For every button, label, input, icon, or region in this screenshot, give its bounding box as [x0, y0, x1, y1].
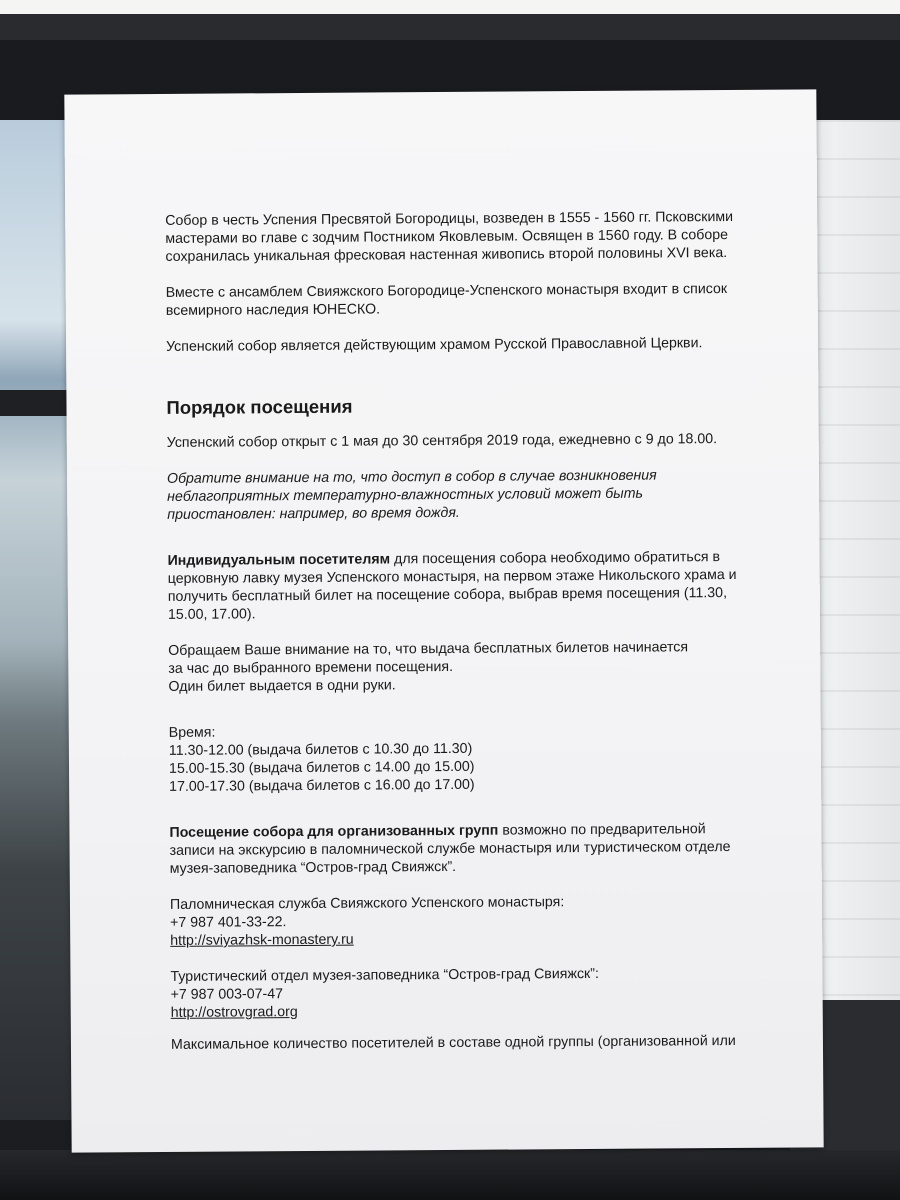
tickets-note: Обращаем Ваше внимание на то, что выдача бесплатных билетов начинается за час до выбранного времени посещения. Один билет выдается в одни руки.	[168, 639, 689, 695]
individual-visitors-paragraph: Индивидуальным посетителям для посещения собора необходимо обратиться в церковную лавку музея Успенского монастыря, на первом этаже Никольского храма и получить бесплатный билет на посещение собора, выбрав время посещения (11.30, 15.00, 17.00).	[167, 549, 737, 623]
time-slot: 15.00-15.30 (выдача билетов с 14.00 до 15.00)	[168, 758, 475, 777]
time-slot: 17.00-17.30 (выдача билетов с 16.00 до 17.00)	[169, 776, 475, 795]
window-frame-bottom	[0, 1150, 900, 1200]
church-paragraph: Успенский собор является действующим храмом Русской Православной Церкви.	[166, 335, 703, 355]
tourist-office-link[interactable]: http://ostrovgrad.org	[170, 1004, 298, 1021]
groups-paragraph: Посещение собора для организованных групп возможно по предварительной записи на экскурсию в паломнической службе монастыря или туристическом отделе музея-заповедника “Остров-град Свияжск”.	[169, 821, 731, 877]
time-schedule	[169, 720, 769, 796]
groups-bold: Посещение собора для организованных групп	[169, 822, 499, 841]
time-label: Время:	[168, 724, 216, 741]
pilgrim-service-title: Паломническая служба Свияжского Успенского монастыря:	[169, 894, 565, 913]
pilgrim-service-phone: +7 987 401-33-22.	[170, 914, 287, 931]
tourist-office-title: Туристический отдел музея-заповедника “Остров-град Свияжск”:	[170, 965, 599, 985]
visit-heading: Порядок посещения	[166, 395, 353, 418]
weather-note: Обратите внимание на то, что доступ в собор в случае возникновения неблагоприятных температурно-влажностных условий может быть приостановлен: например, во время дождя.	[166, 467, 657, 523]
individual-visitors-bold: Индивидуальным посетителям	[167, 551, 391, 569]
notice-content	[165, 208, 771, 1054]
window-glass-left	[0, 120, 72, 1120]
pilgrim-service-link[interactable]: http://sviyazhsk-monastery.ru	[170, 931, 354, 949]
notice-paper	[64, 89, 823, 1152]
window-frame-crossbar	[0, 390, 72, 416]
unesco-paragraph: Вместе с ансамблем Свияжского Богородице-Успенского монастыря входит в список всемирного наследия ЮНЕСКО.	[165, 281, 728, 319]
max-visitors-line: Максимальное количество посетителей в составе одной группы (организованной или	[170, 1032, 736, 1053]
open-hours: Успенский собор открыт с 1 мая до 30 сентября 2019 года, ежедневно с 9 до 18.00.	[166, 431, 718, 451]
tourist-office-phone: +7 987 003-07-47	[170, 986, 284, 1003]
intro-paragraph: Собор в честь Успения Пресвятой Богородицы, возведен в 1555 - 1560 гг. Псковскими мастерами во главе с зодчим Постником Яковлевым. Освящен в 1560 году. В соборе сохранилась уникальная фресковая настенная живопись второй половины XVI века.	[165, 208, 734, 265]
tourist-office-contacts	[170, 964, 770, 1022]
pilgrim-service-contacts	[170, 892, 770, 950]
time-slot: 11.30-12.00 (выдача билетов с 10.30 до 11.30)	[168, 740, 473, 759]
